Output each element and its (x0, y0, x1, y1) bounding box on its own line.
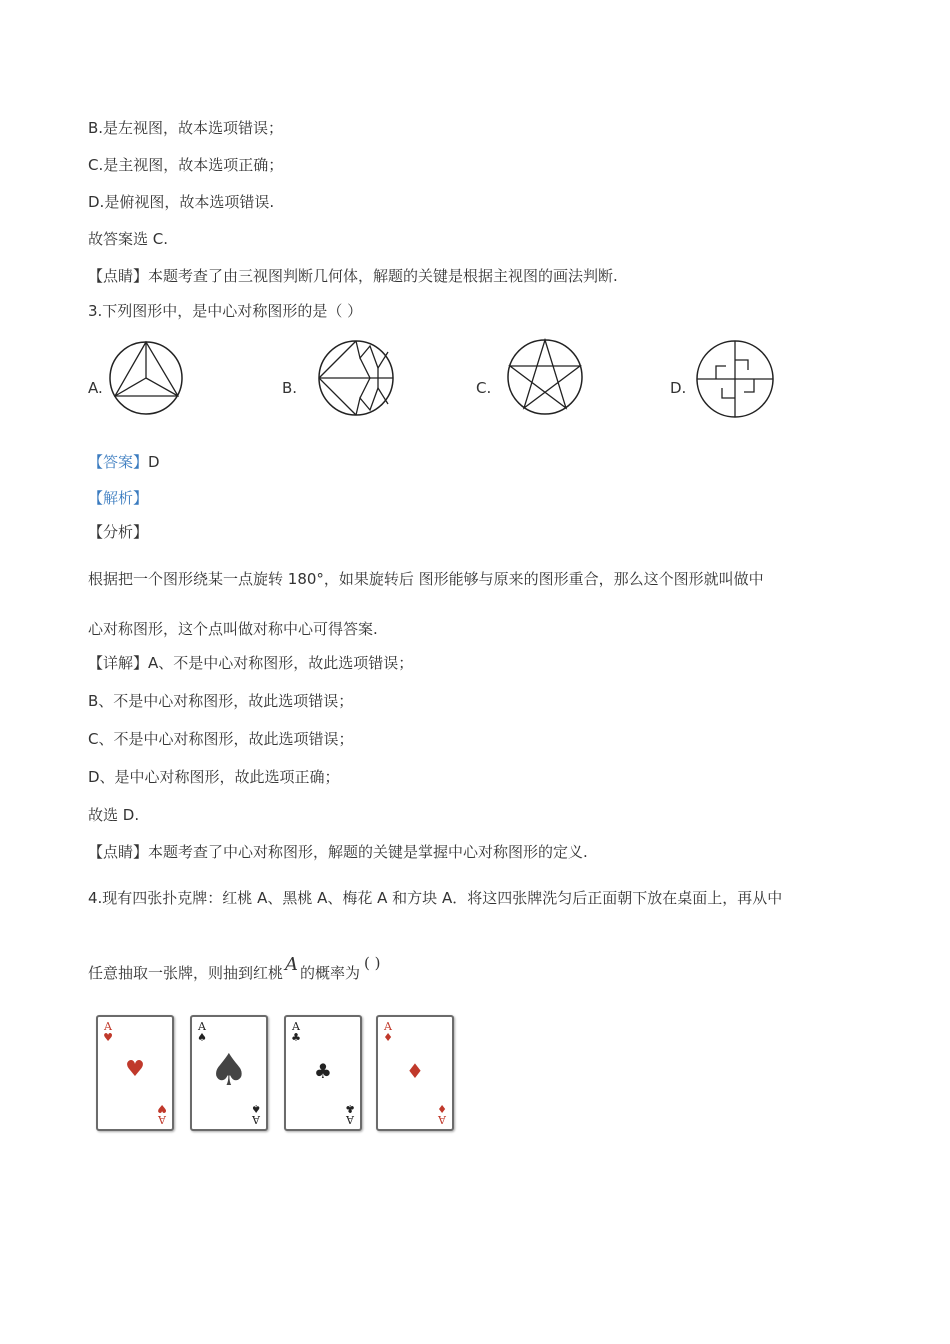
heart-icon: ♥ (125, 1057, 145, 1082)
answer-value: D (148, 453, 160, 471)
spade-icon: ♠ (209, 1045, 249, 1096)
fenxi-line-1: 根据把一个图形绕某一点旋转 180°，如果旋转后 图形能够与原来的图形重合，那么这个图形就叫做中 (88, 570, 764, 588)
card-hearts (96, 1015, 174, 1131)
figure-d (694, 338, 776, 420)
card-corner: A ♦ (383, 1020, 393, 1044)
previous-comment: 【点睛】本题考查了由三视图判断几何体，解题的关键是根据主视图的画法判断. (88, 267, 618, 285)
card-corner: A ♠ (197, 1020, 207, 1044)
figure-c (506, 338, 586, 418)
comment-3: 【点睛】本题考查了中心对称图形，解题的关键是掌握中心对称图形的定义. (88, 843, 588, 861)
question-3: 3.下列图形中，是中心对称图形的是（ ） (88, 302, 363, 320)
option-a-label: A. (88, 379, 103, 397)
detail-line-3: C、不是中心对称图形，故此选项错误； (88, 730, 354, 748)
option-c-label: C. (476, 379, 492, 397)
q4-variable: A (285, 954, 299, 975)
answer-label: 【答案】 (88, 453, 149, 471)
option-d-label: D. (670, 379, 687, 397)
card-corner: A ♣ (345, 1102, 355, 1126)
card-corner: A ♠ (251, 1102, 261, 1126)
club-icon: ♣ (314, 1059, 332, 1083)
answer-row (88, 452, 160, 472)
card-corner: A ♥ (103, 1020, 113, 1044)
choose-line: 故选 D. (88, 806, 140, 824)
q4-text-a: 任意抽取一张牌，则抽到红桃 (88, 964, 284, 982)
fenxi-line-2: 心对称图形，这个点叫做对称中心可得答案. (88, 620, 378, 638)
question-4-line-2 (88, 954, 381, 983)
question-4-line-1: 4.现有四张扑克牌：红桃 A、黑桃 A、梅花 A 和方块 A．将这四张牌洗匀后正面朝下放在桌面上，再从中 (88, 889, 783, 907)
detail-line-2: B、不是中心对称图形，故此选项错误； (88, 692, 354, 710)
analysis-label: 【解析】 (88, 489, 149, 507)
option-d-line: D.是俯视图，故本选项错误. (88, 193, 275, 211)
previous-answer: 故答案选 C. (88, 230, 169, 248)
figure-a (108, 340, 188, 420)
option-b-line: B.是左视图，故本选项错误； (88, 119, 284, 137)
option-c-line: C.是主视图，故本选项正确； (88, 156, 284, 174)
card-spades (190, 1015, 268, 1131)
card-corner: A ♦ (437, 1102, 447, 1126)
card-corner: A ♥ (157, 1102, 167, 1126)
option-b-label: B. (282, 379, 298, 397)
q4-text-b: 的概率为 (300, 964, 361, 982)
card-corner: A ♣ (291, 1020, 301, 1044)
detail-line-4: D、是中心对称图形，故此选项正确； (88, 768, 340, 786)
card-diamonds (376, 1015, 454, 1131)
diamond-icon: ♦ (406, 1059, 424, 1083)
figure-b (318, 340, 398, 420)
card-clubs (284, 1015, 362, 1131)
q4-paren: ( ) (364, 954, 381, 972)
fenxi-label: 【分析】 (88, 523, 149, 541)
detail-line-1: 【详解】A、不是中心对称图形，故此选项错误； (88, 654, 414, 672)
